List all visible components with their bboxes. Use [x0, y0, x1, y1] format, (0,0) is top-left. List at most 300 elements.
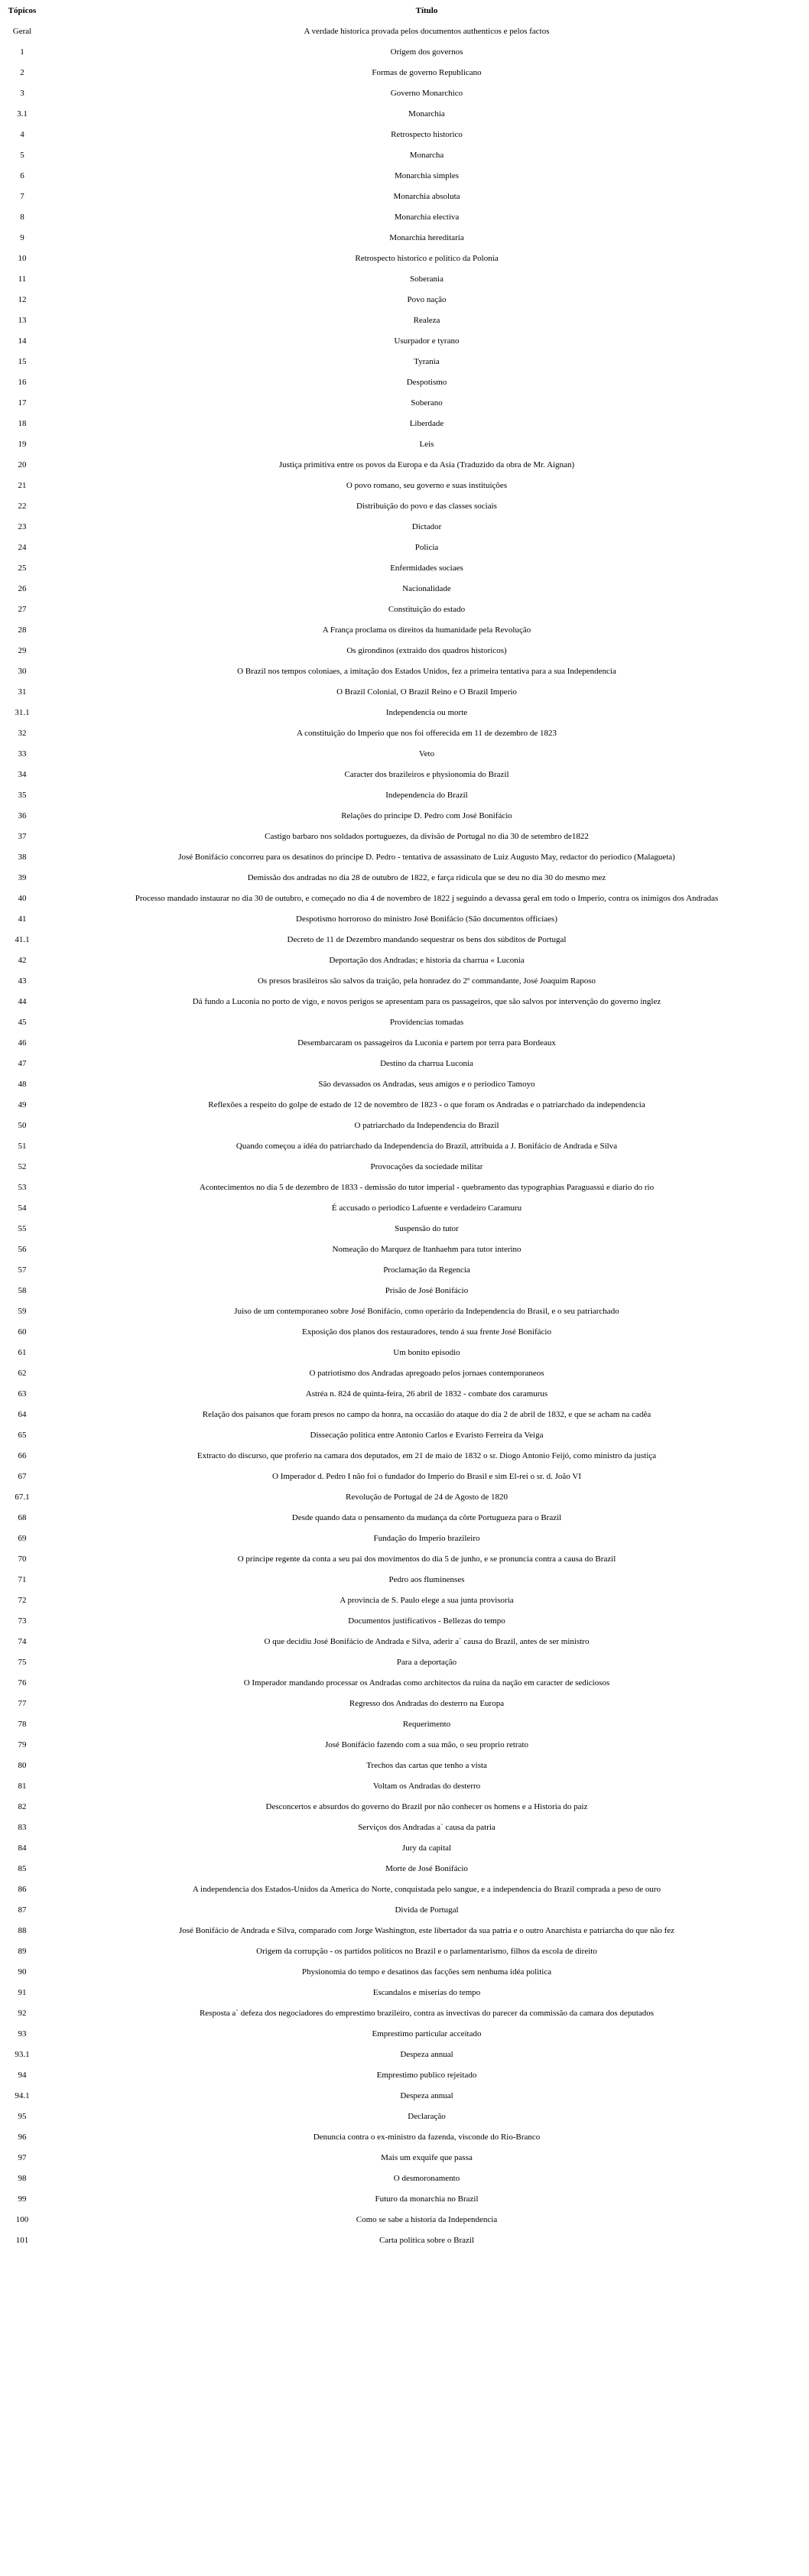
title-header: Título [415, 6, 438, 15]
topic-cell: 17 [18, 398, 27, 408]
table-row [0, 1116, 809, 1136]
topic-cell: 52 [18, 1162, 27, 1171]
title-cell: Juiso de um contemporaneo sobre José Bonifácio, como operário da Independencia do Brasil, e o seu patriarchado [234, 1307, 619, 1316]
table-row [0, 1198, 809, 1219]
topic-cell: 94 [18, 2071, 27, 2080]
topic-cell: 21 [18, 481, 27, 490]
table-row [0, 517, 809, 538]
topic-cell: 65 [18, 1431, 27, 1440]
title-cell: Distribuição do povo e das classes sociais [356, 502, 497, 511]
table-row [0, 1797, 809, 1817]
title-cell: Processo mandado instaurar no dia 30 de outubro, e começado no dia 4 de novembro de 1822 j seguindo a devassa geral em todo o Imperio, contra os inimigos dos Andradas [135, 894, 719, 903]
topic-cell: 5 [20, 151, 24, 160]
title-cell: Despeza annual [400, 2050, 453, 2059]
title-cell: O principe regente da conta a seu pai dos movimentos do dia 5 de junho, e se pronuncia contra a causa do Brazil [237, 1554, 616, 1564]
topic-cell: 88 [18, 1926, 27, 1935]
topic-cell: 54 [18, 1204, 27, 1213]
topic-cell: 22 [18, 502, 27, 511]
title-cell: Trechos das cartas que tenho a vista [366, 1761, 487, 1770]
table-row [0, 641, 809, 661]
title-cell: Monarchia [408, 109, 445, 119]
table-row [0, 785, 809, 806]
header-row [0, 0, 809, 21]
table-row [0, 744, 809, 765]
table-row [0, 455, 809, 476]
table-row [0, 187, 809, 207]
table-row [0, 269, 809, 290]
title-cell: Desde quando data o pensamento da mudança da côrte Portugueza para o Brazil [291, 1513, 562, 1522]
title-cell: Veto [418, 749, 435, 759]
topic-cell: 4 [20, 130, 24, 139]
table-row [0, 1178, 809, 1198]
title-cell: Despotismo horroroso do ministro José Bonifácio (São documentos officiaes) [296, 914, 557, 924]
title-cell: Proclamação da Regencia [383, 1265, 470, 1275]
topic-cell: 25 [18, 564, 27, 573]
table-row [0, 1446, 809, 1467]
topic-cell: 23 [18, 522, 27, 531]
topic-cell: 29 [18, 646, 27, 655]
table-row [0, 1281, 809, 1301]
topic-cell: 9 [20, 233, 24, 242]
table-row [0, 83, 809, 104]
title-cell: O Brazil Colonial, O Brazil Reino e O Brazil Imperio [336, 687, 517, 697]
title-cell: Regresso dos Andradas do desterro na Europa [349, 1699, 505, 1708]
topic-cell: 26 [18, 584, 27, 593]
table-row [0, 723, 809, 744]
table-row [0, 1528, 809, 1549]
title-cell: Retrospecto historico e politico da Polonia [355, 254, 499, 263]
topic-cell: 53 [18, 1183, 27, 1192]
title-cell: Prisão de José Bonifácio [385, 1286, 469, 1295]
title-cell: Constituição do estado [388, 605, 466, 614]
topic-cell: 50 [18, 1121, 27, 1130]
title-cell: Dictador [411, 522, 442, 531]
topic-cell: 36 [18, 811, 27, 820]
topic-cell: 19 [18, 440, 27, 449]
table-row [0, 1136, 809, 1157]
title-cell: Revolução de Portugal de 24 de Agosto de 1820 [345, 1493, 508, 1502]
topic-cell: 31.1 [15, 708, 30, 717]
topic-cell: 51 [18, 1142, 27, 1151]
table-row [0, 2086, 809, 2107]
topic-cell: 64 [18, 1410, 27, 1419]
topic-cell: 72 [18, 1596, 27, 1605]
topic-cell: 55 [18, 1224, 27, 1233]
table-row [0, 228, 809, 249]
title-cell: Formas de governo Republicano [372, 68, 482, 77]
table-row [0, 558, 809, 579]
topic-cell: 71 [18, 1575, 27, 1584]
topic-cell: 3 [20, 89, 24, 98]
title-cell: Nomeação do Marquez de Itanhaehm para tutor interino [332, 1245, 521, 1254]
title-cell: Pedro aos fluminenses [388, 1575, 465, 1584]
topic-cell: 95 [18, 2112, 27, 2121]
topic-cell: 91 [18, 1988, 27, 1997]
title-cell: Os presos brasileiros são salvos da traição, pela honradez do 2º commandante, José Joaquim Raposo [257, 976, 596, 986]
title-cell: Acontecimentos no dia 5 de dezembro de 1833 - demissão do tutor imperial - quebramento das typographias Paraguassú e diario do rio [199, 1183, 655, 1192]
table-row [0, 352, 809, 372]
title-cell: Monarcha [409, 151, 444, 160]
table-row [0, 950, 809, 971]
title-cell: Tyrania [414, 357, 440, 366]
table-row [0, 971, 809, 992]
topic-cell: 56 [18, 1245, 27, 1254]
table-row [0, 2168, 809, 2189]
topic-cell: 69 [18, 1534, 27, 1543]
topic-cell: 45 [18, 1018, 27, 1027]
title-cell: Requerimento [402, 1720, 451, 1729]
topic-cell: 76 [18, 1678, 27, 1688]
topic-cell: 98 [18, 2174, 27, 2183]
title-cell: Monarchia absoluta [393, 192, 460, 201]
topic-cell: 6 [20, 171, 24, 180]
topic-cell: 43 [18, 976, 27, 986]
topic-cell: Geral [12, 27, 32, 36]
table-row [0, 2065, 809, 2086]
title-cell: O Imperador mandando processar os Andradas como architectos da ruina da nação em caracter de sediciosos [243, 1678, 610, 1688]
title-cell: Castigo barbaro nos soldados portuguezes, da divisão de Portugal no dia 30 de setembro de1822 [265, 832, 589, 841]
title-cell: Deportação dos Andradas; e historia da charrua « Luconia [329, 956, 525, 965]
topic-cell: 89 [18, 1947, 27, 1956]
title-cell: Nacionalidade [402, 584, 451, 593]
table-row [0, 1508, 809, 1528]
topic-cell: 62 [18, 1369, 27, 1378]
table-row [0, 1652, 809, 1673]
topic-cell: 66 [18, 1451, 27, 1460]
title-cell: O patriarchado da Independencia do Brazil [354, 1121, 499, 1130]
title-cell: Governo Monarchico [390, 89, 463, 98]
topic-cell: 84 [18, 1843, 27, 1853]
title-cell: É accusado o periodico Lafuente e verdadeiro Caramuru [331, 1204, 522, 1213]
table-row [0, 1817, 809, 1838]
table-row [0, 888, 809, 909]
topic-cell: 44 [18, 997, 27, 1006]
topic-cell: 10 [18, 254, 27, 263]
topic-cell: 41 [18, 914, 27, 924]
table-row [0, 2210, 809, 2230]
table-row [0, 827, 809, 847]
topic-cell: 70 [18, 1554, 27, 1564]
table-row [0, 414, 809, 434]
table-row [0, 2148, 809, 2168]
topic-cell: 30 [18, 667, 27, 676]
table-row [0, 2127, 809, 2148]
table-row [0, 1673, 809, 1694]
table-row [0, 104, 809, 125]
table-row [0, 1570, 809, 1590]
table-row [0, 1384, 809, 1405]
title-cell: Futuro da monarchia no Brazil [375, 2194, 479, 2204]
table-row [0, 1363, 809, 1384]
topic-cell: 41.1 [15, 935, 30, 944]
table-row [0, 42, 809, 63]
table-row [0, 1425, 809, 1446]
topic-cell: 78 [18, 1720, 27, 1729]
table-row [0, 1590, 809, 1611]
table-row [0, 538, 809, 558]
title-cell: Denuncia contra o ex-ministro da fazenda, visconde do Rio-Branco [313, 2133, 541, 2142]
title-cell: O que decidiu José Bonifácio de Andrada e Silva, aderir a` causa do Brazil, antes de ser ministro [264, 1637, 590, 1646]
table-row [0, 1714, 809, 1735]
topic-cell: 14 [18, 336, 27, 346]
table-row [0, 207, 809, 228]
topic-cell: 101 [15, 2236, 29, 2245]
table-row [0, 1301, 809, 1322]
table-row [0, 63, 809, 83]
topic-cell: 81 [18, 1782, 27, 1791]
table-row [0, 1549, 809, 1570]
title-cell: O Brazil nos tempos coloniaes, a imitação dos Estados Unidos, fez a primeira tentativa para a sua Independencia [237, 667, 616, 676]
topic-cell: 11 [18, 274, 27, 284]
topic-cell: 85 [18, 1864, 27, 1873]
topic-cell: 8 [20, 213, 24, 222]
table-row [0, 1343, 809, 1363]
topic-cell: 39 [18, 873, 27, 882]
table-row [0, 372, 809, 393]
topic-cell: 58 [18, 1286, 27, 1295]
table-row [0, 868, 809, 888]
table-row [0, 496, 809, 517]
topic-cell: 12 [18, 295, 27, 304]
title-cell: Declaração [408, 2112, 446, 2121]
table-row [0, 1487, 809, 1508]
topic-cell: 83 [18, 1823, 27, 1832]
table-row [0, 703, 809, 723]
topic-cell: 20 [18, 460, 27, 469]
topic-cell: 86 [18, 1885, 27, 1894]
topic-cell: 82 [18, 1802, 27, 1811]
title-cell: O Imperador d. Pedro I não foi o fundador do Imperio do Brasil e sim El-rei o sr. d. João VI [272, 1472, 581, 1481]
title-cell: Justiça primitiva entre os povos da Europa e da Asia (Traduzido da obra de Mr. Aignan) [278, 460, 575, 469]
table-row [0, 1012, 809, 1033]
title-cell: Decreto de 11 de Dezembro mandando sequestrar os bens dos súbditos de Portugal [287, 935, 567, 944]
title-cell: Povo nação [407, 295, 447, 304]
title-cell: Astréa n. 824 de quinta-feira, 26 abril de 1832 - combate dos caramurus [305, 1389, 548, 1398]
table-row [0, 2189, 809, 2210]
title-cell: Independencia ou morte [385, 708, 468, 717]
table-row [0, 1756, 809, 1776]
title-cell: José Bonifácio de Andrada e Silva, comparado com Jorge Washington, este libertador da sua patria e o outro Anarchista e patriarcha do que não fez [178, 1926, 675, 1935]
title-cell: Usurpador e tyrano [394, 336, 460, 346]
title-cell: Resposta a` defeza dos negociadores do emprestimo brazileiro, contra as invectivas do parecer da commissão da camara dos deputados [199, 2009, 655, 2018]
title-cell: A independencia dos Estados-Unidos da America do Norte, conquistada pelo sangue, e a independencia do Brazil comprada a peso de ouro [192, 1885, 661, 1894]
title-cell: Fundação do Imperio brazileiro [373, 1534, 480, 1543]
table-row [0, 1694, 809, 1714]
title-cell: Jury da capital [401, 1843, 452, 1853]
title-cell: Exposição dos planos dos restauradores, tendo á sua frente José Bonifácio [302, 1327, 551, 1337]
title-cell: Provocações da sociedade militar [370, 1162, 483, 1171]
topic-cell: 2 [20, 68, 24, 77]
table-row [0, 2230, 809, 2251]
title-cell: O desmoronamento [393, 2174, 460, 2183]
topic-cell: 40 [18, 894, 27, 903]
topic-cell: 3.1 [17, 109, 28, 119]
table-row [0, 1611, 809, 1632]
title-cell: Origem dos governos [390, 47, 463, 57]
table-row [0, 331, 809, 352]
title-cell: O povo romano, seu governo e suas instituições [346, 481, 508, 490]
table-row [0, 1467, 809, 1487]
table-row [0, 1879, 809, 1900]
table-row [0, 310, 809, 331]
topic-cell: 97 [18, 2153, 27, 2162]
topic-cell: 93.1 [15, 2050, 30, 2059]
topic-cell: 59 [18, 1307, 27, 1316]
table-row [0, 682, 809, 703]
table-row [0, 145, 809, 166]
table-row [0, 1838, 809, 1859]
topic-cell: 34 [18, 770, 27, 779]
table-row [0, 21, 809, 42]
title-cell: Demissão dos andradas no dia 28 de outubro de 1822, e farça ridícula que se deu no dia 30 do mesmo mez [247, 873, 606, 882]
title-cell: Soberania [410, 274, 443, 284]
topic-cell: 93 [18, 2029, 27, 2038]
table-row [0, 992, 809, 1012]
topic-cell: 96 [18, 2133, 27, 2142]
title-cell: Dá fundo a Luconia no porto de vigo, e novos perigos se apresentam para os passageiros, que são salvos por intervenção do governo inglez [192, 997, 661, 1006]
topic-cell: 31 [18, 687, 27, 697]
title-cell: Desconcertos e absurdos do governo do Brazil por não conhecer os homens e a Historia do paiz [265, 1802, 588, 1811]
table-row [0, 1239, 809, 1260]
table-row [0, 1219, 809, 1239]
topic-cell: 1 [20, 47, 24, 57]
title-cell: Suspensão do tutor [395, 1224, 459, 1233]
topic-cell: 74 [18, 1637, 27, 1646]
topic-cell: 80 [18, 1761, 27, 1770]
title-cell: Quando começou a idéa do patriarchado da Independencia do Brazil, attribuida a J. Bonifácio de Andrada e Silva [236, 1142, 618, 1151]
topic-cell: 32 [18, 729, 27, 738]
table-row [0, 1735, 809, 1756]
table-row [0, 1921, 809, 1941]
table-row [0, 847, 809, 868]
title-cell: José Bonifácio fazendo com a sua mão, o seu proprio retrato [324, 1740, 529, 1749]
table-row [0, 2045, 809, 2065]
title-cell: São devassados os Andradas, seus amigos e o periodico Tamoyo [318, 1080, 535, 1089]
topic-cell: 90 [18, 1967, 27, 1977]
topic-cell: 68 [18, 1513, 27, 1522]
table-row [0, 290, 809, 310]
topic-cell: 24 [18, 543, 27, 552]
table-row [0, 1054, 809, 1074]
title-cell: Escandalos e miserias do tempo [372, 1988, 481, 1997]
topic-cell: 13 [18, 316, 27, 325]
title-cell: Relações do principe D. Pedro com José Bonifácio [341, 811, 512, 820]
title-cell: Reflexões a respeito do golpe de estado de 12 de novembro de 1823 - o que foram os Andradas e o patriarchado da independencia [208, 1100, 645, 1109]
table-row [0, 2107, 809, 2127]
topic-cell: 38 [18, 853, 27, 862]
table-row [0, 249, 809, 269]
table-row [0, 1074, 809, 1095]
topic-cell: 67.1 [15, 1493, 30, 1502]
topic-cell: 35 [18, 791, 27, 800]
table-row [0, 2024, 809, 2045]
table-row [0, 1632, 809, 1652]
title-cell: Emprestimo publico rejeitado [376, 2071, 477, 2080]
table-row [0, 1859, 809, 1879]
table-row [0, 806, 809, 827]
topic-cell: 37 [18, 832, 27, 841]
title-cell: Emprestimo particular acceitado [372, 2029, 482, 2038]
title-cell: Mais um exquife que passa [381, 2153, 473, 2162]
topic-cell: 33 [18, 749, 27, 759]
table-row [0, 765, 809, 785]
table-row [0, 1776, 809, 1797]
toc-body [0, 21, 809, 2251]
topic-cell: 15 [18, 357, 27, 366]
table-row [0, 620, 809, 641]
table-row [0, 909, 809, 930]
topic-cell: 16 [18, 378, 27, 387]
title-cell: Como se sabe a historia da Independencia [356, 2215, 498, 2224]
title-cell: Providencias tomadas [389, 1018, 464, 1027]
topic-cell: 27 [18, 605, 27, 614]
title-cell: Retrospecto historico [391, 130, 463, 139]
topic-cell: 100 [15, 2215, 29, 2224]
topic-cell: 60 [18, 1327, 27, 1337]
table-row [0, 393, 809, 414]
table-row [0, 1900, 809, 1921]
title-cell: Realeza [413, 316, 440, 325]
topic-cell: 75 [18, 1658, 27, 1667]
title-cell: Documentos justificativos - Bellezas do tempo [348, 1616, 505, 1626]
topic-cell: 46 [18, 1038, 27, 1048]
topic-cell: 47 [18, 1059, 27, 1068]
topic-cell: 48 [18, 1080, 27, 1089]
table-row [0, 166, 809, 187]
title-cell: Destino da charrua Luconia [380, 1059, 473, 1068]
title-cell: Leis [419, 440, 434, 449]
table-row [0, 1095, 809, 1116]
title-cell: Monarchia simples [394, 171, 459, 180]
table-row [0, 599, 809, 620]
title-cell: Divida de Portugal [395, 1905, 459, 1915]
title-cell: A constituição do Imperio que nos foi offerecida em 11 de dezembro de 1823 [297, 729, 557, 738]
topic-cell: 63 [18, 1389, 27, 1398]
topic-cell: 79 [18, 1740, 27, 1749]
table-row [0, 1941, 809, 1962]
title-cell: A França proclama os direitos da humanidade pela Revolução [322, 625, 531, 635]
title-cell: Um bonito episodio [393, 1348, 460, 1357]
topic-cell: 92 [18, 2009, 27, 2018]
title-cell: A verdade historica provada pelos documentos authenticos e pelos factos [304, 27, 550, 36]
topic-cell: 73 [18, 1616, 27, 1626]
title-cell: Liberdade [409, 419, 444, 428]
title-cell: O patriotismo dos Andradas apregoado pelos jornaes contemporaneos [309, 1369, 544, 1378]
title-cell: Caracter dos brazileiros e physionomia do Brazil [344, 770, 509, 779]
topic-cell: 42 [18, 956, 27, 965]
title-cell: Despeza annual [400, 2091, 453, 2100]
table-row [0, 2003, 809, 2024]
topic-header: Tópicos [8, 6, 37, 15]
table-row [0, 125, 809, 145]
topic-cell: 49 [18, 1100, 27, 1109]
table-row [0, 1033, 809, 1054]
title-cell: Dissecação politica entre Antonio Carlos e Evaristo Ferreira da Veiga [310, 1431, 544, 1440]
title-cell: Carta politica sobre o Brazil [379, 2236, 474, 2245]
topic-cell: 99 [18, 2194, 27, 2204]
title-cell: Soberano [411, 398, 443, 408]
title-cell: Serviços dos Andradas a` causa da patria [358, 1823, 495, 1832]
table-row [0, 434, 809, 455]
title-cell: Relação dos paisanos que foram presos no campo da honra, na occasião do ataque do dia 2 de abril de 1832, e que se acham na cadêa [202, 1410, 651, 1419]
title-cell: Independencia do Brazil [385, 791, 468, 800]
topic-cell: 28 [18, 625, 27, 635]
title-cell: Voltam os Andradas do desterro [372, 1782, 481, 1791]
title-cell: Morte de José Bonifácio [385, 1864, 468, 1873]
topic-cell: 7 [20, 192, 24, 201]
topic-cell: 94.1 [15, 2091, 30, 2100]
table-row [0, 1322, 809, 1343]
